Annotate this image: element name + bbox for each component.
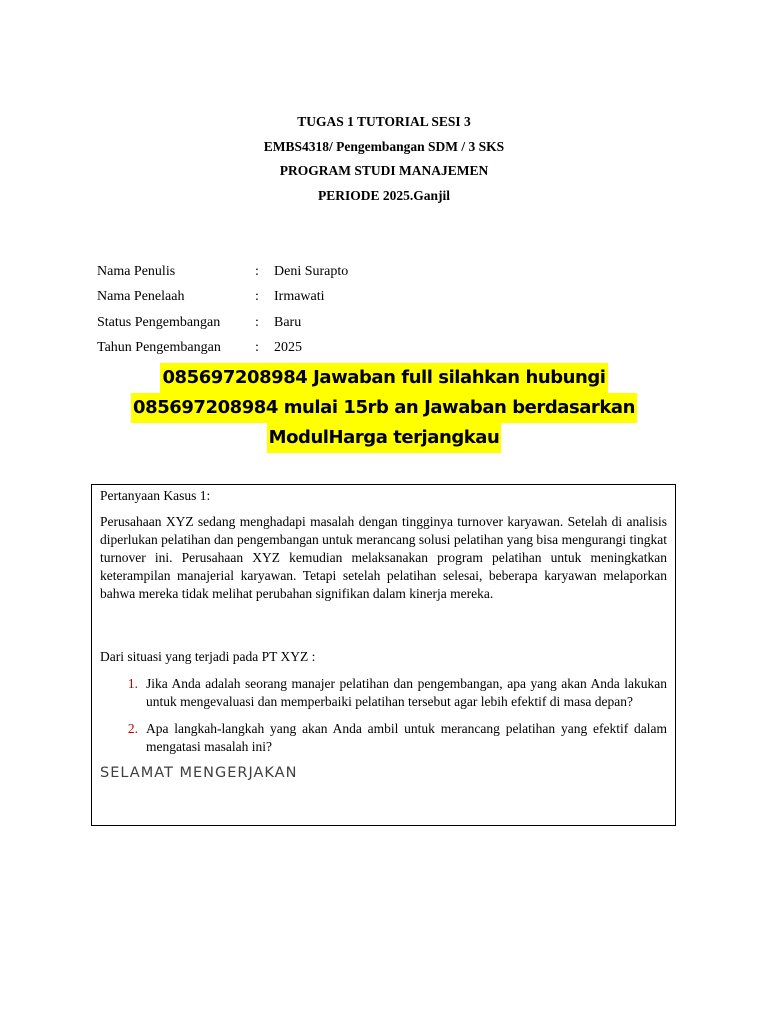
meta-label: Nama Penulis <box>97 264 176 279</box>
question-list <box>100 675 667 756</box>
question-text: Apa langkah-langkah yang akan Anda ambil untuk merancang pelatihan yang efektif dalam mengatasi masalah ini? <box>146 721 667 754</box>
header-course: EMBS4318/ Pengembangan SDM / 3 SKS <box>263 138 505 154</box>
meta-label: Tahun Pengembangan <box>97 339 221 355</box>
promo-line: 085697208984 Jawaban full silahkan hubungi <box>160 363 607 393</box>
meta-label: Status Pengembangan <box>97 314 221 330</box>
list-item <box>100 720 667 756</box>
case-body: Perusahaan XYZ sedang menghadapi masalah dengan tingginya turnover karyawan. Setelah di analisis diperlukan pelatihan dan pengembangan untuk merancang solusi pelatihan yang bisa mengurangi tingkat turnover ini. Perusahaan XYZ kemudian melaksanakan program pelatihan untuk meningkatkan keterampilan manajerial karyawan. Tetapi setelah pelatihan selesai, beberapa karyawan melaporkan bahwa mereka tidak melihat perubahan signifikan dalam kinerja mereka. <box>100 514 667 601</box>
promo-line: ModulHarga terjangkau <box>267 423 502 453</box>
meta-separator: : <box>255 264 259 279</box>
question-number: 1. <box>127 676 138 691</box>
meta-separator: : <box>255 314 259 330</box>
meta-row-year <box>97 337 348 362</box>
meta-row-status <box>97 312 348 337</box>
case-title: Pertanyaan Kasus 1: <box>100 488 211 503</box>
promo-line: 085697208984 mulai 15rb an Jawaban berdasarkan <box>131 393 637 423</box>
header-program: PROGRAM STUDI MANAJEMEN <box>279 163 489 179</box>
meta-separator: : <box>255 339 259 355</box>
meta-value: Irmawati <box>274 289 325 305</box>
meta-value: Deni Surapto <box>274 264 349 279</box>
promo-banner <box>0 363 768 453</box>
question-text: Jika Anda adalah seorang manajer pelatihan dan pengembangan, apa yang akan Anda lakukan untuk mengevaluasi dan memperbaiki pelatihan tersebut agar lebih efektif di masa depan? <box>146 676 667 709</box>
header-title: TUGAS 1 TUTORIAL SESI 3 <box>297 114 471 129</box>
question-number: 2. <box>127 721 138 736</box>
author-info <box>97 261 348 362</box>
meta-label: Nama Penelaah <box>97 289 185 305</box>
meta-separator: : <box>255 289 259 305</box>
meta-value: Baru <box>274 314 302 330</box>
meta-row-author <box>97 261 348 286</box>
meta-row-reviewer <box>97 286 348 311</box>
document-header <box>0 110 768 208</box>
closing-text: SELAMAT MENGERJAKAN <box>100 765 298 781</box>
header-period: PERIODE 2025.Ganjil <box>317 187 450 203</box>
meta-value: 2025 <box>274 339 302 355</box>
case-intro: Dari situasi yang terjadi pada PT XYZ : <box>100 649 316 664</box>
list-item <box>100 675 667 711</box>
case-question-box <box>91 484 676 826</box>
